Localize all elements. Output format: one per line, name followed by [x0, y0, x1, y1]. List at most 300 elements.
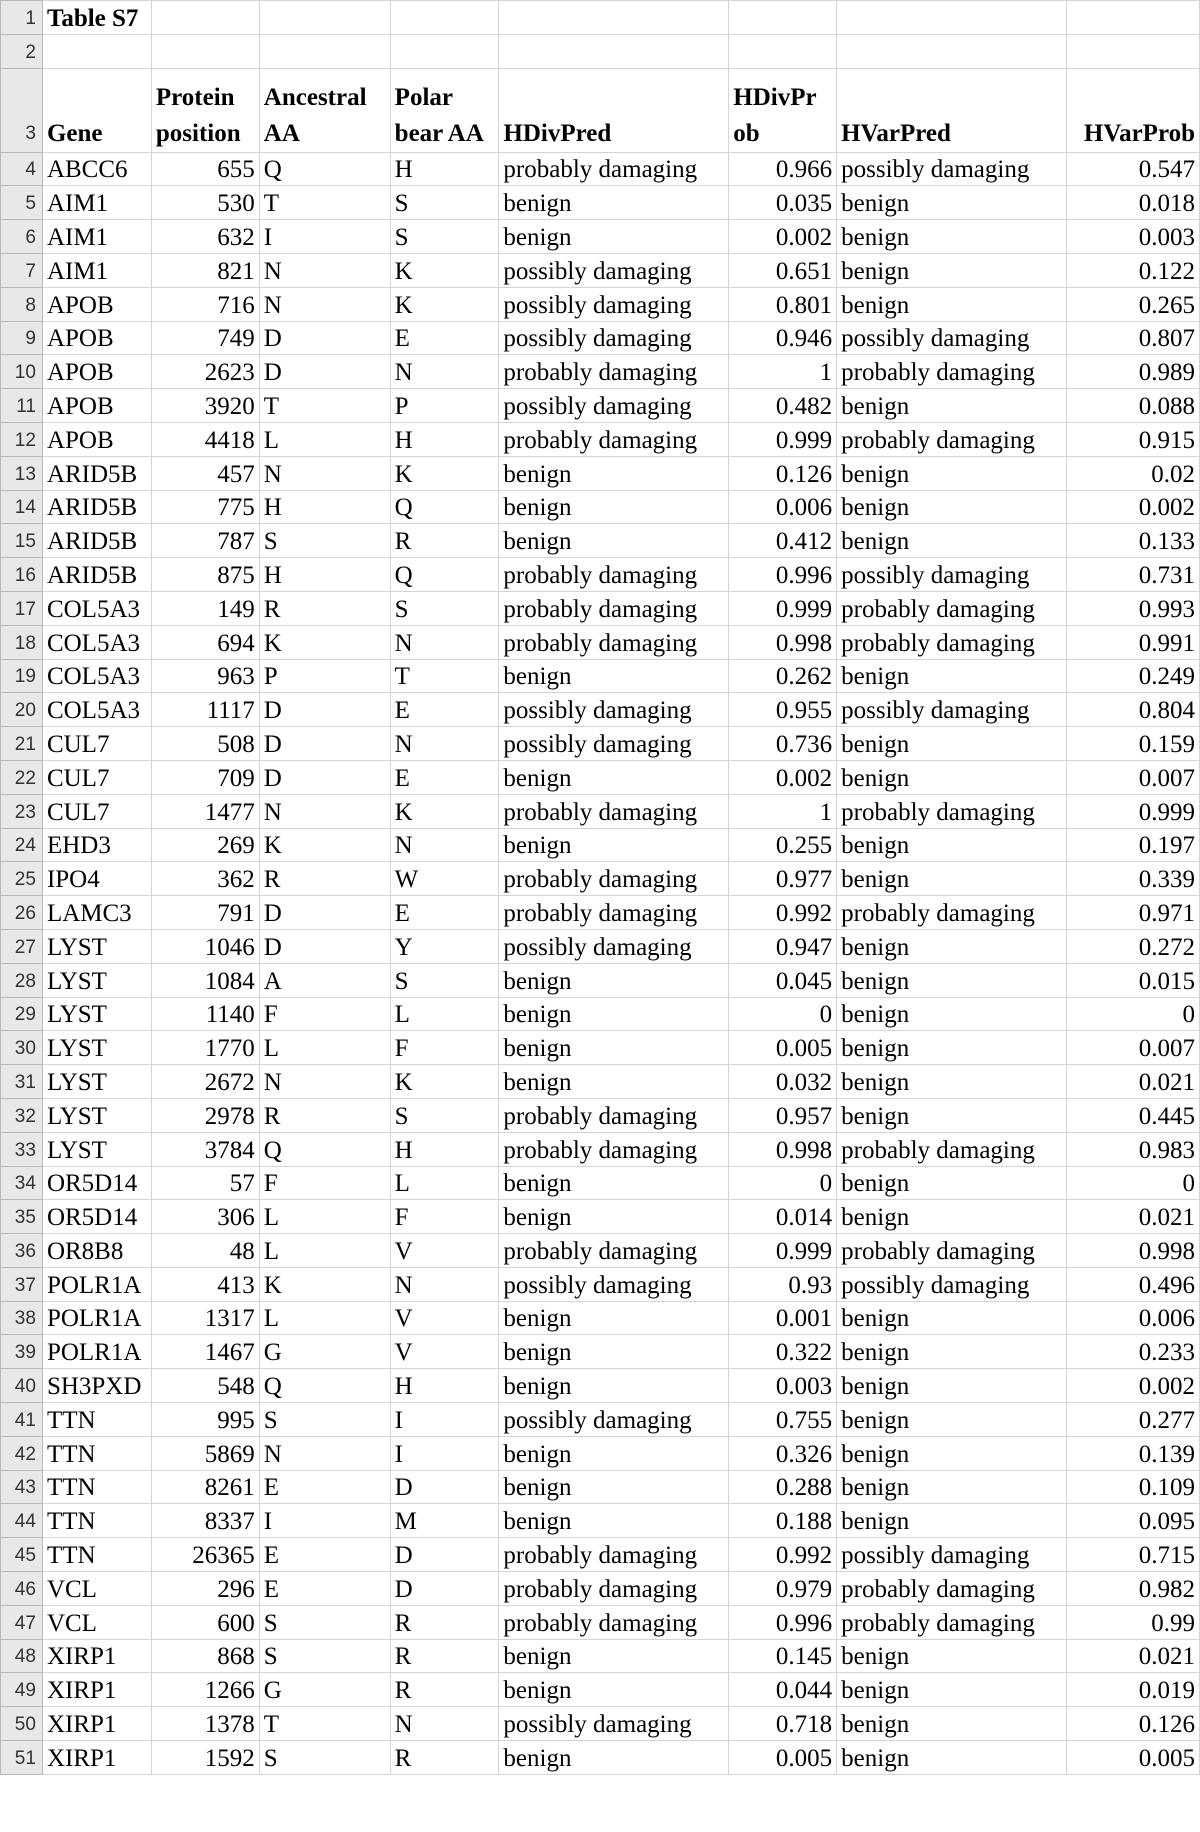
cell-hvarprob[interactable]: 0.003: [1066, 220, 1199, 254]
row-number[interactable]: 45: [1, 1538, 43, 1572]
row-number[interactable]: 32: [1, 1098, 43, 1132]
cell-ancestral-aa[interactable]: D: [259, 693, 390, 727]
cell-hdivpred[interactable]: possibly damaging: [499, 321, 729, 355]
cell-hvarpred[interactable]: benign: [837, 862, 1067, 896]
cell-gene[interactable]: LAMC3: [42, 896, 151, 930]
cell-polar-bear-aa[interactable]: N: [390, 828, 499, 862]
cell-gene[interactable]: OR5D14: [42, 1200, 151, 1234]
cell-polar-bear-aa[interactable]: K: [390, 1065, 499, 1099]
cell-protein-position[interactable]: 8337: [151, 1504, 259, 1538]
cell-gene[interactable]: APOB: [42, 389, 151, 423]
header-gene[interactable]: Gene: [42, 68, 151, 152]
cell-ancestral-aa[interactable]: Q: [259, 152, 390, 186]
cell-hvarpred[interactable]: benign: [837, 1470, 1067, 1504]
cell-ancestral-aa[interactable]: H: [259, 490, 390, 524]
cell-hdivprob[interactable]: 0.999: [729, 591, 837, 625]
cell-hdivprob[interactable]: 0.801: [729, 287, 837, 321]
cell-hdivprob[interactable]: 0.966: [729, 152, 837, 186]
cell-polar-bear-aa[interactable]: L: [390, 1166, 499, 1200]
cell-gene[interactable]: ARID5B: [42, 456, 151, 490]
empty-cell[interactable]: [729, 1, 837, 35]
cell-gene[interactable]: TTN: [42, 1403, 151, 1437]
cell-hdivprob[interactable]: 0.957: [729, 1098, 837, 1132]
cell-hvarpred[interactable]: benign: [837, 659, 1067, 693]
cell-ancestral-aa[interactable]: P: [259, 659, 390, 693]
cell-ancestral-aa[interactable]: E: [259, 1572, 390, 1606]
cell-protein-position[interactable]: 1266: [151, 1673, 259, 1707]
row-number[interactable]: 12: [1, 422, 43, 456]
empty-cell[interactable]: [1066, 1, 1199, 35]
cell-hvarpred[interactable]: benign: [837, 1200, 1067, 1234]
header-ancestral-aa[interactable]: Ancestral AA: [259, 68, 390, 152]
row-number[interactable]: 31: [1, 1065, 43, 1099]
cell-gene[interactable]: LYST: [42, 1098, 151, 1132]
row-number[interactable]: 46: [1, 1572, 43, 1606]
cell-hvarprob[interactable]: 0.999: [1066, 794, 1199, 828]
cell-polar-bear-aa[interactable]: E: [390, 760, 499, 794]
row-number[interactable]: 40: [1, 1369, 43, 1403]
cell-hdivprob[interactable]: 0.992: [729, 1538, 837, 1572]
cell-protein-position[interactable]: 48: [151, 1234, 259, 1268]
cell-gene[interactable]: LYST: [42, 929, 151, 963]
cell-gene[interactable]: XIRP1: [42, 1639, 151, 1673]
empty-cell[interactable]: [837, 34, 1067, 68]
cell-hvarpred[interactable]: benign: [837, 1741, 1067, 1775]
cell-ancestral-aa[interactable]: D: [259, 355, 390, 389]
cell-hvarpred[interactable]: possibly damaging: [837, 1538, 1067, 1572]
row-number[interactable]: 5: [1, 186, 43, 220]
cell-polar-bear-aa[interactable]: N: [390, 1267, 499, 1301]
cell-protein-position[interactable]: 655: [151, 152, 259, 186]
cell-gene[interactable]: AIM1: [42, 220, 151, 254]
cell-hdivpred[interactable]: possibly damaging: [499, 1403, 729, 1437]
cell-polar-bear-aa[interactable]: R: [390, 524, 499, 558]
cell-protein-position[interactable]: 775: [151, 490, 259, 524]
cell-hvarpred[interactable]: benign: [837, 1639, 1067, 1673]
cell-hvarpred[interactable]: benign: [837, 220, 1067, 254]
cell-hdivpred[interactable]: benign: [499, 997, 729, 1031]
cell-polar-bear-aa[interactable]: N: [390, 727, 499, 761]
cell-polar-bear-aa[interactable]: E: [390, 693, 499, 727]
cell-hdivprob[interactable]: 0.755: [729, 1403, 837, 1437]
empty-cell[interactable]: [151, 1, 259, 35]
empty-cell[interactable]: [837, 1, 1067, 35]
cell-hvarprob[interactable]: 0.233: [1066, 1335, 1199, 1369]
cell-hvarpred[interactable]: benign: [837, 253, 1067, 287]
empty-cell[interactable]: [151, 34, 259, 68]
cell-gene[interactable]: TTN: [42, 1470, 151, 1504]
row-number[interactable]: 51: [1, 1741, 43, 1775]
cell-hdivpred[interactable]: benign: [499, 1639, 729, 1673]
cell-polar-bear-aa[interactable]: P: [390, 389, 499, 423]
cell-ancestral-aa[interactable]: R: [259, 591, 390, 625]
cell-hdivpred[interactable]: probably damaging: [499, 152, 729, 186]
cell-hdivpred[interactable]: benign: [499, 1504, 729, 1538]
cell-hdivprob[interactable]: 0.002: [729, 220, 837, 254]
row-number[interactable]: 23: [1, 794, 43, 828]
cell-hdivpred[interactable]: probably damaging: [499, 1538, 729, 1572]
cell-gene[interactable]: ARID5B: [42, 558, 151, 592]
row-number[interactable]: 3: [1, 68, 43, 152]
row-number[interactable]: 50: [1, 1707, 43, 1741]
cell-hvarprob[interactable]: 0.139: [1066, 1436, 1199, 1470]
cell-gene[interactable]: TTN: [42, 1504, 151, 1538]
cell-protein-position[interactable]: 868: [151, 1639, 259, 1673]
cell-polar-bear-aa[interactable]: R: [390, 1741, 499, 1775]
cell-polar-bear-aa[interactable]: H: [390, 1132, 499, 1166]
cell-hdivpred[interactable]: benign: [499, 186, 729, 220]
cell-ancestral-aa[interactable]: K: [259, 828, 390, 862]
cell-protein-position[interactable]: 4418: [151, 422, 259, 456]
cell-hdivprob[interactable]: 0.482: [729, 389, 837, 423]
cell-ancestral-aa[interactable]: S: [259, 524, 390, 558]
cell-protein-position[interactable]: 2623: [151, 355, 259, 389]
cell-hvarpred[interactable]: benign: [837, 1301, 1067, 1335]
cell-ancestral-aa[interactable]: D: [259, 896, 390, 930]
cell-gene[interactable]: TTN: [42, 1436, 151, 1470]
cell-gene[interactable]: LYST: [42, 997, 151, 1031]
cell-gene[interactable]: CUL7: [42, 794, 151, 828]
cell-hdivpred[interactable]: benign: [499, 524, 729, 558]
cell-hdivpred[interactable]: benign: [499, 1200, 729, 1234]
cell-hdivpred[interactable]: possibly damaging: [499, 287, 729, 321]
cell-ancestral-aa[interactable]: S: [259, 1741, 390, 1775]
cell-hvarpred[interactable]: benign: [837, 727, 1067, 761]
row-number[interactable]: 44: [1, 1504, 43, 1538]
cell-hvarprob[interactable]: 0.971: [1066, 896, 1199, 930]
cell-protein-position[interactable]: 8261: [151, 1470, 259, 1504]
header-hvarprob[interactable]: HVarProb: [1066, 68, 1199, 152]
empty-cell[interactable]: [499, 1, 729, 35]
cell-ancestral-aa[interactable]: S: [259, 1639, 390, 1673]
cell-protein-position[interactable]: 1592: [151, 1741, 259, 1775]
empty-cell[interactable]: [259, 1, 390, 35]
cell-hvarprob[interactable]: 0.496: [1066, 1267, 1199, 1301]
cell-hvarprob[interactable]: 0.547: [1066, 152, 1199, 186]
header-protein-position[interactable]: Protein position: [151, 68, 259, 152]
cell-hdivprob[interactable]: 0.998: [729, 625, 837, 659]
row-number[interactable]: 26: [1, 896, 43, 930]
cell-polar-bear-aa[interactable]: H: [390, 422, 499, 456]
cell-hvarpred[interactable]: probably damaging: [837, 1572, 1067, 1606]
cell-ancestral-aa[interactable]: N: [259, 794, 390, 828]
cell-hvarprob[interactable]: 0.249: [1066, 659, 1199, 693]
cell-protein-position[interactable]: 875: [151, 558, 259, 592]
row-number[interactable]: 19: [1, 659, 43, 693]
cell-hdivpred[interactable]: probably damaging: [499, 1605, 729, 1639]
cell-hvarpred[interactable]: benign: [837, 1335, 1067, 1369]
cell-hdivprob[interactable]: 0.001: [729, 1301, 837, 1335]
cell-hdivpred[interactable]: benign: [499, 1436, 729, 1470]
cell-polar-bear-aa[interactable]: V: [390, 1301, 499, 1335]
cell-polar-bear-aa[interactable]: E: [390, 321, 499, 355]
cell-polar-bear-aa[interactable]: Q: [390, 558, 499, 592]
cell-hdivpred[interactable]: benign: [499, 1065, 729, 1099]
cell-ancestral-aa[interactable]: T: [259, 1707, 390, 1741]
cell-ancestral-aa[interactable]: F: [259, 1166, 390, 1200]
cell-ancestral-aa[interactable]: N: [259, 1436, 390, 1470]
cell-hvarpred[interactable]: possibly damaging: [837, 1267, 1067, 1301]
cell-hvarprob[interactable]: 0.989: [1066, 355, 1199, 389]
cell-hvarpred[interactable]: probably damaging: [837, 1605, 1067, 1639]
cell-ancestral-aa[interactable]: S: [259, 1403, 390, 1437]
cell-hdivpred[interactable]: possibly damaging: [499, 389, 729, 423]
cell-ancestral-aa[interactable]: I: [259, 220, 390, 254]
cell-gene[interactable]: XIRP1: [42, 1673, 151, 1707]
cell-gene[interactable]: APOB: [42, 355, 151, 389]
cell-hvarprob[interactable]: 0.982: [1066, 1572, 1199, 1606]
row-number[interactable]: 9: [1, 321, 43, 355]
cell-hvarpred[interactable]: benign: [837, 1065, 1067, 1099]
row-number[interactable]: 30: [1, 1031, 43, 1065]
cell-gene[interactable]: OR8B8: [42, 1234, 151, 1268]
row-number[interactable]: 39: [1, 1335, 43, 1369]
row-number[interactable]: 6: [1, 220, 43, 254]
cell-hvarprob[interactable]: 0.807: [1066, 321, 1199, 355]
cell-hdivpred[interactable]: benign: [499, 456, 729, 490]
row-number[interactable]: 16: [1, 558, 43, 592]
cell-hvarprob[interactable]: 0.993: [1066, 591, 1199, 625]
cell-ancestral-aa[interactable]: N: [259, 456, 390, 490]
empty-cell[interactable]: [390, 1, 499, 35]
cell-hdivprob[interactable]: 0.998: [729, 1132, 837, 1166]
cell-hvarprob[interactable]: 0.731: [1066, 558, 1199, 592]
row-number[interactable]: 17: [1, 591, 43, 625]
cell-protein-position[interactable]: 716: [151, 287, 259, 321]
cell-protein-position[interactable]: 5869: [151, 1436, 259, 1470]
cell-protein-position[interactable]: 632: [151, 220, 259, 254]
cell-gene[interactable]: LYST: [42, 1132, 151, 1166]
cell-gene[interactable]: ARID5B: [42, 524, 151, 558]
cell-gene[interactable]: ABCC6: [42, 152, 151, 186]
row-number[interactable]: 36: [1, 1234, 43, 1268]
cell-protein-position[interactable]: 1084: [151, 963, 259, 997]
cell-polar-bear-aa[interactable]: S: [390, 1098, 499, 1132]
cell-protein-position[interactable]: 963: [151, 659, 259, 693]
cell-hdivprob[interactable]: 0.322: [729, 1335, 837, 1369]
cell-hdivprob[interactable]: 0.955: [729, 693, 837, 727]
cell-hvarpred[interactable]: probably damaging: [837, 896, 1067, 930]
cell-hdivpred[interactable]: probably damaging: [499, 625, 729, 659]
cell-ancestral-aa[interactable]: I: [259, 1504, 390, 1538]
cell-protein-position[interactable]: 1477: [151, 794, 259, 828]
cell-hvarprob[interactable]: 0.133: [1066, 524, 1199, 558]
cell-polar-bear-aa[interactable]: K: [390, 456, 499, 490]
row-number[interactable]: 22: [1, 760, 43, 794]
row-number[interactable]: 10: [1, 355, 43, 389]
cell-hvarprob[interactable]: 0.002: [1066, 490, 1199, 524]
cell-hvarpred[interactable]: probably damaging: [837, 355, 1067, 389]
cell-hdivprob[interactable]: 0.005: [729, 1741, 837, 1775]
cell-polar-bear-aa[interactable]: V: [390, 1335, 499, 1369]
cell-protein-position[interactable]: 749: [151, 321, 259, 355]
cell-polar-bear-aa[interactable]: S: [390, 186, 499, 220]
cell-hvarprob[interactable]: 0.998: [1066, 1234, 1199, 1268]
cell-polar-bear-aa[interactable]: N: [390, 355, 499, 389]
cell-polar-bear-aa[interactable]: W: [390, 862, 499, 896]
cell-ancestral-aa[interactable]: G: [259, 1673, 390, 1707]
cell-polar-bear-aa[interactable]: S: [390, 220, 499, 254]
cell-polar-bear-aa[interactable]: F: [390, 1031, 499, 1065]
cell-hvarprob[interactable]: 0.02: [1066, 456, 1199, 490]
row-number[interactable]: 20: [1, 693, 43, 727]
cell-protein-position[interactable]: 548: [151, 1369, 259, 1403]
cell-hvarprob[interactable]: 0: [1066, 997, 1199, 1031]
row-number[interactable]: 2: [1, 34, 43, 68]
cell-hdivpred[interactable]: benign: [499, 1031, 729, 1065]
cell-hvarpred[interactable]: benign: [837, 1369, 1067, 1403]
cell-hvarpred[interactable]: benign: [837, 963, 1067, 997]
cell-hvarprob[interactable]: 0.915: [1066, 422, 1199, 456]
cell-hdivpred[interactable]: probably damaging: [499, 862, 729, 896]
cell-hvarprob[interactable]: 0.159: [1066, 727, 1199, 761]
cell-polar-bear-aa[interactable]: D: [390, 1538, 499, 1572]
cell-hdivprob[interactable]: 0.032: [729, 1065, 837, 1099]
cell-hvarpred[interactable]: benign: [837, 760, 1067, 794]
cell-protein-position[interactable]: 1770: [151, 1031, 259, 1065]
cell-hvarpred[interactable]: benign: [837, 1166, 1067, 1200]
cell-hdivpred[interactable]: benign: [499, 828, 729, 862]
empty-cell[interactable]: [729, 34, 837, 68]
cell-gene[interactable]: CUL7: [42, 760, 151, 794]
cell-hvarprob[interactable]: 0.095: [1066, 1504, 1199, 1538]
cell-hdivpred[interactable]: benign: [499, 1673, 729, 1707]
row-number[interactable]: 21: [1, 727, 43, 761]
row-number[interactable]: 37: [1, 1267, 43, 1301]
cell-protein-position[interactable]: 508: [151, 727, 259, 761]
header-hdivprob[interactable]: HDivPr ob: [729, 68, 837, 152]
row-number[interactable]: 14: [1, 490, 43, 524]
row-number[interactable]: 33: [1, 1132, 43, 1166]
cell-protein-position[interactable]: 995: [151, 1403, 259, 1437]
cell-hdivpred[interactable]: benign: [499, 659, 729, 693]
cell-ancestral-aa[interactable]: G: [259, 1335, 390, 1369]
cell-ancestral-aa[interactable]: D: [259, 760, 390, 794]
cell-gene[interactable]: APOB: [42, 321, 151, 355]
cell-gene[interactable]: COL5A3: [42, 659, 151, 693]
cell-hvarpred[interactable]: benign: [837, 1707, 1067, 1741]
cell-gene[interactable]: ARID5B: [42, 490, 151, 524]
cell-polar-bear-aa[interactable]: H: [390, 1369, 499, 1403]
cell-polar-bear-aa[interactable]: K: [390, 253, 499, 287]
empty-cell[interactable]: [499, 34, 729, 68]
row-number[interactable]: 38: [1, 1301, 43, 1335]
cell-hvarpred[interactable]: benign: [837, 1031, 1067, 1065]
cell-hvarprob[interactable]: 0.088: [1066, 389, 1199, 423]
cell-polar-bear-aa[interactable]: Y: [390, 929, 499, 963]
cell-protein-position[interactable]: 1140: [151, 997, 259, 1031]
cell-protein-position[interactable]: 1046: [151, 929, 259, 963]
cell-ancestral-aa[interactable]: D: [259, 929, 390, 963]
cell-gene[interactable]: COL5A3: [42, 693, 151, 727]
cell-hvarpred[interactable]: probably damaging: [837, 1132, 1067, 1166]
cell-hdivprob[interactable]: 0.996: [729, 558, 837, 592]
cell-protein-position[interactable]: 694: [151, 625, 259, 659]
cell-hdivpred[interactable]: probably damaging: [499, 794, 729, 828]
cell-protein-position[interactable]: 26365: [151, 1538, 259, 1572]
cell-polar-bear-aa[interactable]: E: [390, 896, 499, 930]
cell-polar-bear-aa[interactable]: N: [390, 625, 499, 659]
cell-polar-bear-aa[interactable]: I: [390, 1403, 499, 1437]
cell-hdivprob[interactable]: 0.035: [729, 186, 837, 220]
cell-gene[interactable]: COL5A3: [42, 591, 151, 625]
cell-hdivpred[interactable]: probably damaging: [499, 591, 729, 625]
cell-hvarpred[interactable]: benign: [837, 456, 1067, 490]
cell-ancestral-aa[interactable]: T: [259, 186, 390, 220]
cell-hdivpred[interactable]: probably damaging: [499, 1234, 729, 1268]
cell-ancestral-aa[interactable]: R: [259, 862, 390, 896]
row-number[interactable]: 29: [1, 997, 43, 1031]
row-number[interactable]: 18: [1, 625, 43, 659]
cell-polar-bear-aa[interactable]: N: [390, 1707, 499, 1741]
cell-hdivprob[interactable]: 0.326: [729, 1436, 837, 1470]
cell-hdivpred[interactable]: probably damaging: [499, 1572, 729, 1606]
cell-hdivprob[interactable]: 0.044: [729, 1673, 837, 1707]
cell-polar-bear-aa[interactable]: Q: [390, 490, 499, 524]
cell-hvarprob[interactable]: 0.018: [1066, 186, 1199, 220]
cell-hdivprob[interactable]: 0.979: [729, 1572, 837, 1606]
cell-gene[interactable]: TTN: [42, 1538, 151, 1572]
cell-polar-bear-aa[interactable]: R: [390, 1605, 499, 1639]
cell-protein-position[interactable]: 2672: [151, 1065, 259, 1099]
cell-gene[interactable]: VCL: [42, 1605, 151, 1639]
cell-protein-position[interactable]: 709: [151, 760, 259, 794]
cell-hvarprob[interactable]: 0.021: [1066, 1065, 1199, 1099]
cell-hdivprob[interactable]: 0.992: [729, 896, 837, 930]
cell-hvarprob[interactable]: 0.006: [1066, 1301, 1199, 1335]
cell-hvarpred[interactable]: benign: [837, 997, 1067, 1031]
cell-ancestral-aa[interactable]: K: [259, 625, 390, 659]
cell-protein-position[interactable]: 3920: [151, 389, 259, 423]
cell-gene[interactable]: APOB: [42, 287, 151, 321]
cell-protein-position[interactable]: 821: [151, 253, 259, 287]
cell-ancestral-aa[interactable]: N: [259, 1065, 390, 1099]
cell-hvarprob[interactable]: 0: [1066, 1166, 1199, 1200]
cell-polar-bear-aa[interactable]: I: [390, 1436, 499, 1470]
cell-gene[interactable]: LYST: [42, 963, 151, 997]
cell-ancestral-aa[interactable]: L: [259, 422, 390, 456]
row-number[interactable]: 8: [1, 287, 43, 321]
row-number[interactable]: 7: [1, 253, 43, 287]
cell-hdivprob[interactable]: 0.014: [729, 1200, 837, 1234]
cell-hdivprob[interactable]: 0.045: [729, 963, 837, 997]
cell-hvarpred[interactable]: benign: [837, 287, 1067, 321]
row-number[interactable]: 28: [1, 963, 43, 997]
cell-gene[interactable]: IPO4: [42, 862, 151, 896]
cell-gene[interactable]: AIM1: [42, 186, 151, 220]
cell-hdivpred[interactable]: possibly damaging: [499, 1267, 729, 1301]
row-number[interactable]: 35: [1, 1200, 43, 1234]
cell-hvarprob[interactable]: 0.005: [1066, 1741, 1199, 1775]
cell-gene[interactable]: POLR1A: [42, 1267, 151, 1301]
empty-cell[interactable]: [390, 34, 499, 68]
cell-polar-bear-aa[interactable]: R: [390, 1673, 499, 1707]
cell-hdivpred[interactable]: probably damaging: [499, 355, 729, 389]
cell-protein-position[interactable]: 530: [151, 186, 259, 220]
cell-hvarpred[interactable]: probably damaging: [837, 625, 1067, 659]
cell-hdivpred[interactable]: benign: [499, 220, 729, 254]
cell-hdivprob[interactable]: 0.93: [729, 1267, 837, 1301]
row-number[interactable]: 13: [1, 456, 43, 490]
row-number[interactable]: 34: [1, 1166, 43, 1200]
cell-gene[interactable]: POLR1A: [42, 1335, 151, 1369]
cell-ancestral-aa[interactable]: E: [259, 1538, 390, 1572]
cell-polar-bear-aa[interactable]: R: [390, 1639, 499, 1673]
cell-hdivprob[interactable]: 0.651: [729, 253, 837, 287]
cell-protein-position[interactable]: 306: [151, 1200, 259, 1234]
cell-hdivprob[interactable]: 0.999: [729, 1234, 837, 1268]
cell-protein-position[interactable]: 3784: [151, 1132, 259, 1166]
